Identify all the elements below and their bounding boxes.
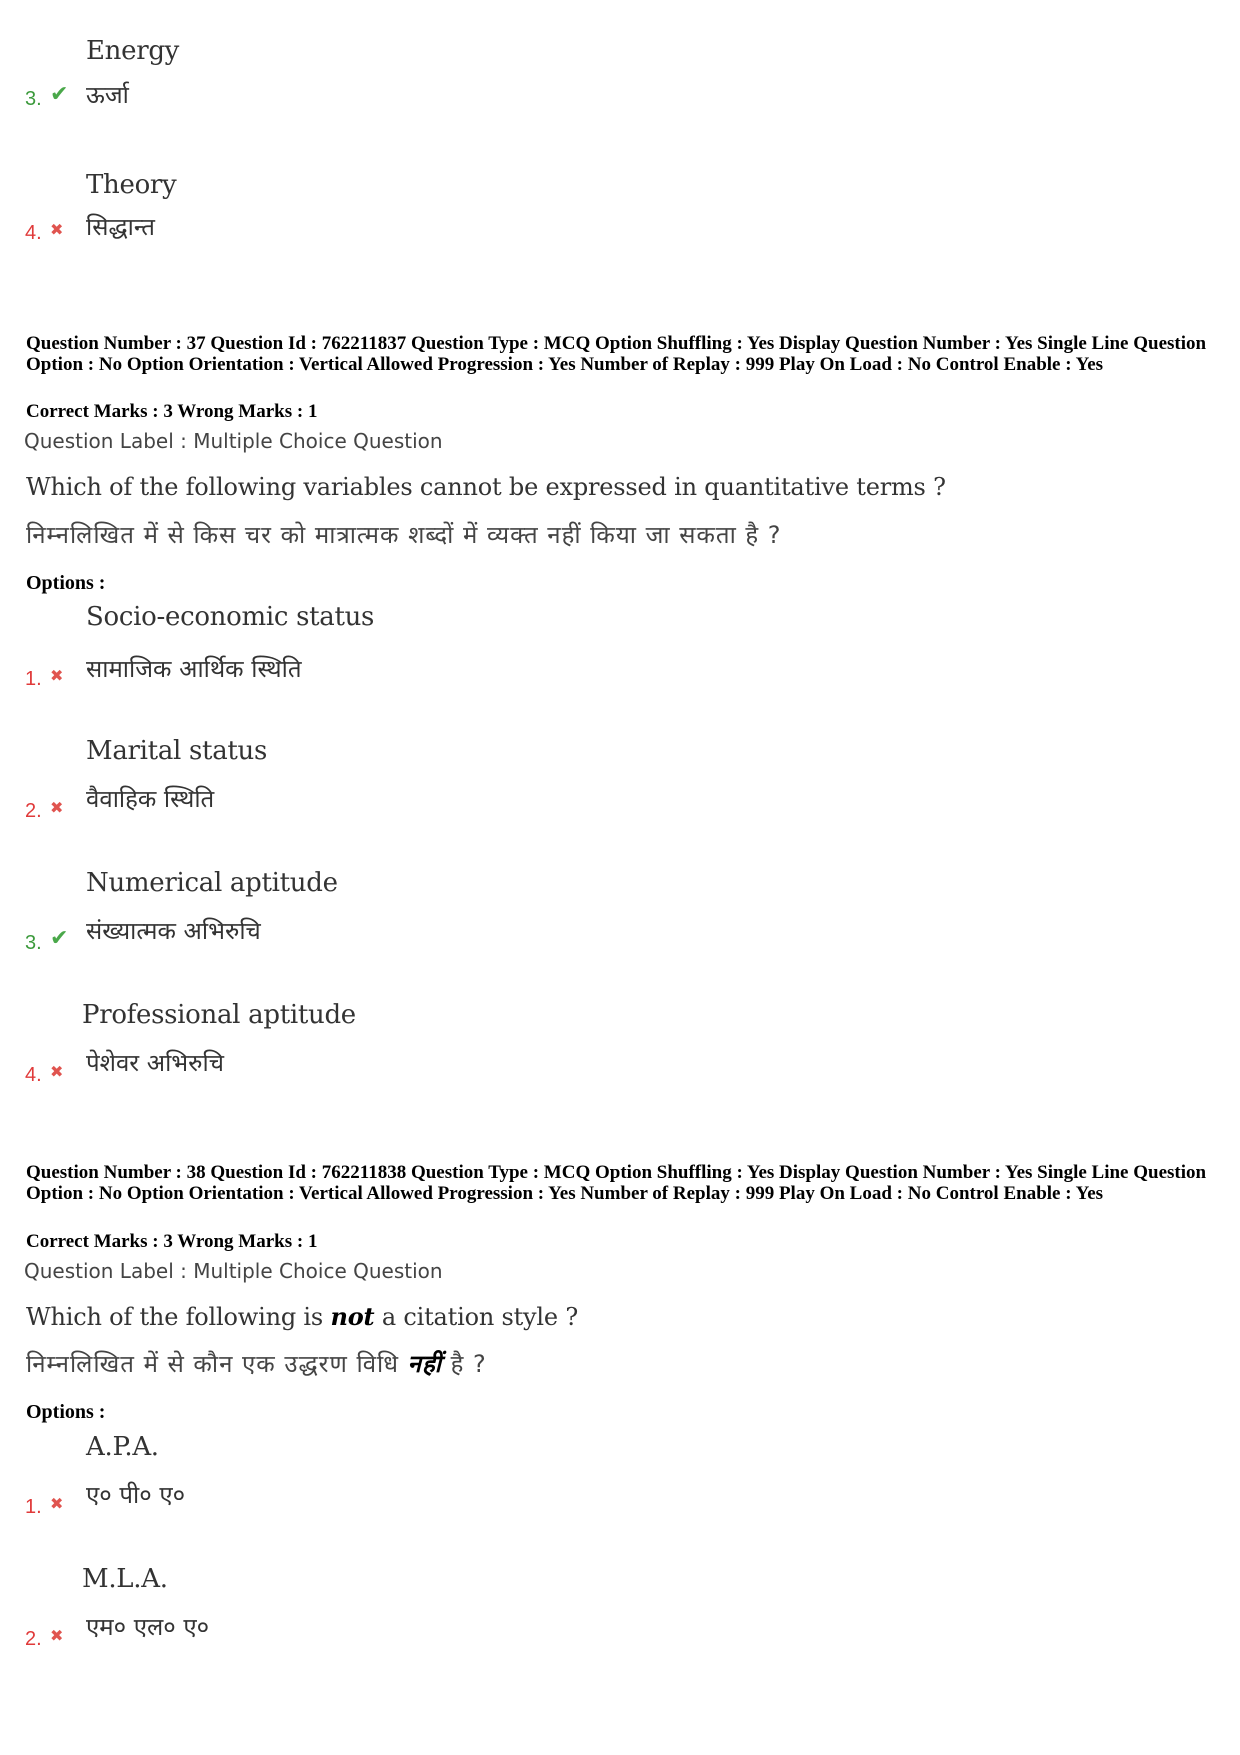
option-item xyxy=(20,998,720,1098)
question-label: Question Label : Multiple Choice Question xyxy=(24,429,443,453)
question-text-en: Which of the following is not a citation style ? xyxy=(26,1302,578,1331)
option-item xyxy=(20,1430,720,1530)
question-marks: Correct Marks : 3 Wrong Marks : 1 xyxy=(26,1231,318,1252)
wrong-cross-icon: ✖ xyxy=(50,1062,64,1081)
options-title: Options : xyxy=(26,1401,106,1423)
option-item xyxy=(20,734,720,834)
options-title: Options : xyxy=(26,572,106,594)
correct-check-icon: ✔ xyxy=(50,82,69,107)
question-text-en: Which of the following variables cannot be expressed in quantitative terms ? xyxy=(26,473,946,501)
option-text-hi: पेशेवर अभिरुचि xyxy=(86,1049,224,1077)
option-number: 3. xyxy=(25,88,42,110)
option-item xyxy=(20,30,720,130)
wrong-cross-icon: ✖ xyxy=(50,1494,64,1513)
option-text-hi: सिद्धान्त xyxy=(86,213,155,241)
option-number: 1. xyxy=(25,1496,42,1518)
question-meta: Question Number : 38 Question Id : 762211838 Question Type : MCQ Option Shuffling : Yes Display Question Number : Yes Single Line Question Option : No Option Orientation : Vertical Allowed Progression : Yes Number of Replay : 999 Play On Load : No Control Enable : Yes xyxy=(26,1162,1207,1204)
question-text-hi: निम्नलिखित में से किस चर को मात्रात्मक शब्दों में व्यक्त नहीं किया जा सकता है ? xyxy=(26,521,782,549)
option-text-hi: संख्यात्मक अभिरुचि xyxy=(86,917,261,945)
option-text-en: Theory xyxy=(86,170,177,200)
option-text-en: M.L.A. xyxy=(82,1564,168,1594)
option-text-en: Socio-economic status xyxy=(86,602,375,632)
option-text-en: A.P.A. xyxy=(86,1432,159,1462)
option-number: 1. xyxy=(25,668,42,690)
correct-check-icon: ✔ xyxy=(50,926,69,951)
question-meta: Question Number : 37 Question Id : 762211837 Question Type : MCQ Option Shuffling : Yes Display Question Number : Yes Single Line Question Option : No Option Orientation : Vertical Allowed Progression : Yes Number of Replay : 999 Play On Load : No Control Enable : Yes xyxy=(26,333,1207,375)
option-text-hi: वैवाहिक स्थिति xyxy=(86,785,215,813)
question-text-hi: निम्नलिखित में से कौन एक उद्धरण विधि नहीं है ? xyxy=(26,1350,487,1378)
wrong-cross-icon: ✖ xyxy=(50,798,64,817)
option-text-hi: ऊर्जा xyxy=(86,81,129,109)
question-label: Question Label : Multiple Choice Question xyxy=(24,1259,443,1283)
option-item xyxy=(20,1562,720,1662)
wrong-cross-icon: ✖ xyxy=(50,220,64,239)
option-text-en: Numerical aptitude xyxy=(86,868,338,898)
wrong-cross-icon: ✖ xyxy=(50,666,64,685)
option-text-hi: एम० एल० ए० xyxy=(86,1613,210,1641)
option-text-en: Energy xyxy=(86,36,180,66)
wrong-cross-icon: ✖ xyxy=(50,1626,64,1645)
option-item xyxy=(20,162,720,262)
option-number: 4. xyxy=(25,1064,42,1086)
option-text-en: Professional aptitude xyxy=(82,1000,356,1030)
option-number: 2. xyxy=(25,1628,42,1650)
option-text-hi: सामाजिक आर्थिक स्थिति xyxy=(86,655,302,683)
option-item xyxy=(20,602,720,702)
option-number: 4. xyxy=(25,222,42,244)
option-number: 2. xyxy=(25,800,42,822)
option-text-en: Marital status xyxy=(86,736,268,766)
option-number: 3. xyxy=(25,932,42,954)
question-marks: Correct Marks : 3 Wrong Marks : 1 xyxy=(26,401,318,422)
option-item xyxy=(20,866,720,966)
option-text-hi: ए० पी० ए० xyxy=(86,1481,186,1509)
